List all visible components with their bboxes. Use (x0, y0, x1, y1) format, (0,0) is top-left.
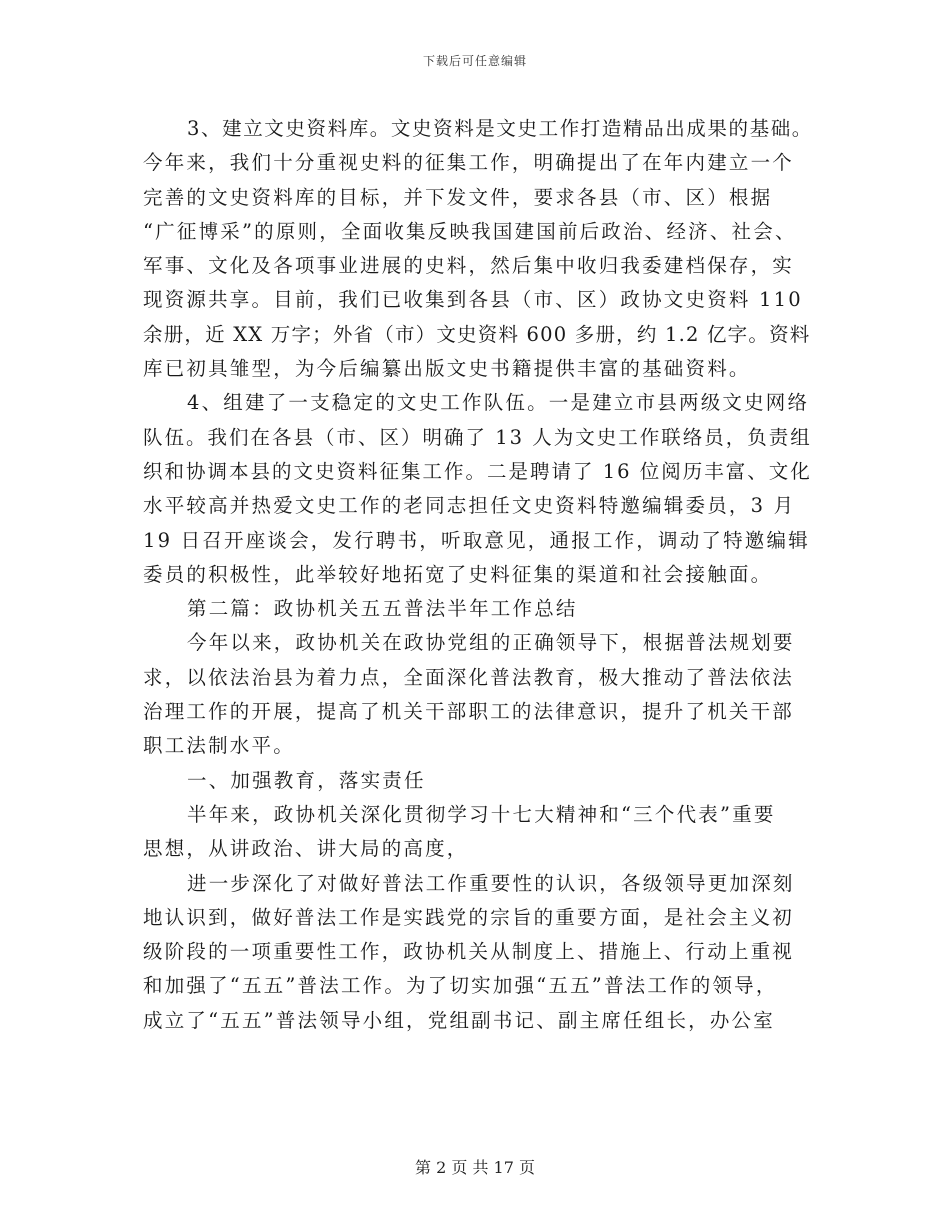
text-line: 今年来，我们十分重视史料的征集工作，明确提出了在年内建立一个 (143, 151, 795, 175)
text-line: 职工法制水平。 (143, 734, 295, 758)
text-line: 3、建立文史资料库。文史资料是文史工作打造精品出成果的基础。 (187, 117, 813, 140)
text-line: 军事、文化及各项事业进展的史料，然后集中收归我委建档保存，实 (143, 254, 795, 278)
page-number: 第 2 页 共 17 页 (415, 1158, 535, 1177)
text-line: 进一步深化了对做好普法工作重要性的认识，各级领导更加深刻 (187, 871, 795, 895)
text-line: 今年以来，政协机关在政协党组的正确领导下，根据普法规划要 (187, 631, 795, 655)
text-line: 织和协调本县的文史资料征集工作。二是聘请了 16 位阅历丰富、文化 (143, 459, 812, 483)
text-line: 地认识到，做好普法工作是实践党的宗旨的重要方面，是社会主义初 (143, 905, 795, 929)
text-line: 思想，从讲政治、讲大局的高度， (143, 837, 469, 861)
text-line: 一、加强教育，落实责任 (187, 768, 426, 792)
page-header: 下载后可任意编辑 (422, 54, 527, 68)
text-line: 完善的文史资料库的目标，并下发文件，要求各县（市、区）根据 (143, 185, 773, 209)
text-line: 成立了“五五”普法领导小组，党组副书记、副主席任组长，办公室 (143, 1008, 775, 1032)
text-line: “广征博采”的原则，全面收集反映我国建国前后政治、经济、社会、 (143, 219, 797, 243)
document-body (143, 112, 813, 1038)
text-line: 求，以依法治县为着力点，全面深化普法教育，极大推动了普法依法 (143, 665, 795, 689)
text-line: 19 日召开座谈会，发行聘书，听取意见，通报工作，调动了特邀编辑 (143, 528, 810, 552)
text-line: 现资源共享。目前，我们已收集到各县（市、区）政协文史资料 110 (143, 288, 803, 312)
text-line: 4、组建了一支稳定的文史工作队伍。一是建立市县两级文史网络 (187, 391, 810, 415)
text-line: 余册，近 XX 万字；外省（市）文史资料 600 多册，约 1.2 亿字。资料 (143, 322, 811, 346)
text-line: 水平较高并热爱文史工作的老同志担任文史资料特邀编辑委员，3 月 (143, 494, 796, 518)
text-line: 第二篇：政协机关五五普法半年工作总结 (187, 597, 578, 621)
text-line: 级阶段的一项重要性工作，政协机关从制度上、措施上、行动上重视 (143, 940, 795, 964)
text-line: 治理工作的开展，提高了机关干部职工的法律意识，提升了机关干部 (143, 700, 795, 724)
text-line: 库已初具雏型，为今后编纂出版文史书籍提供丰富的基础资料。 (143, 357, 751, 381)
text-line: 和加强了“五五”普法工作。为了切实加强“五五”普法工作的领导， (143, 974, 778, 998)
text-line: 委员的积极性，此举较好地拓宽了史料征集的渠道和社会接触面。 (143, 562, 773, 586)
text-line: 队伍。我们在各县（市、区）明确了 13 人为文史工作联络员，负责组 (143, 425, 812, 449)
text-line: 半年来，政协机关深化贯彻学习十七大精神和“三个代表”重要 (187, 802, 776, 826)
